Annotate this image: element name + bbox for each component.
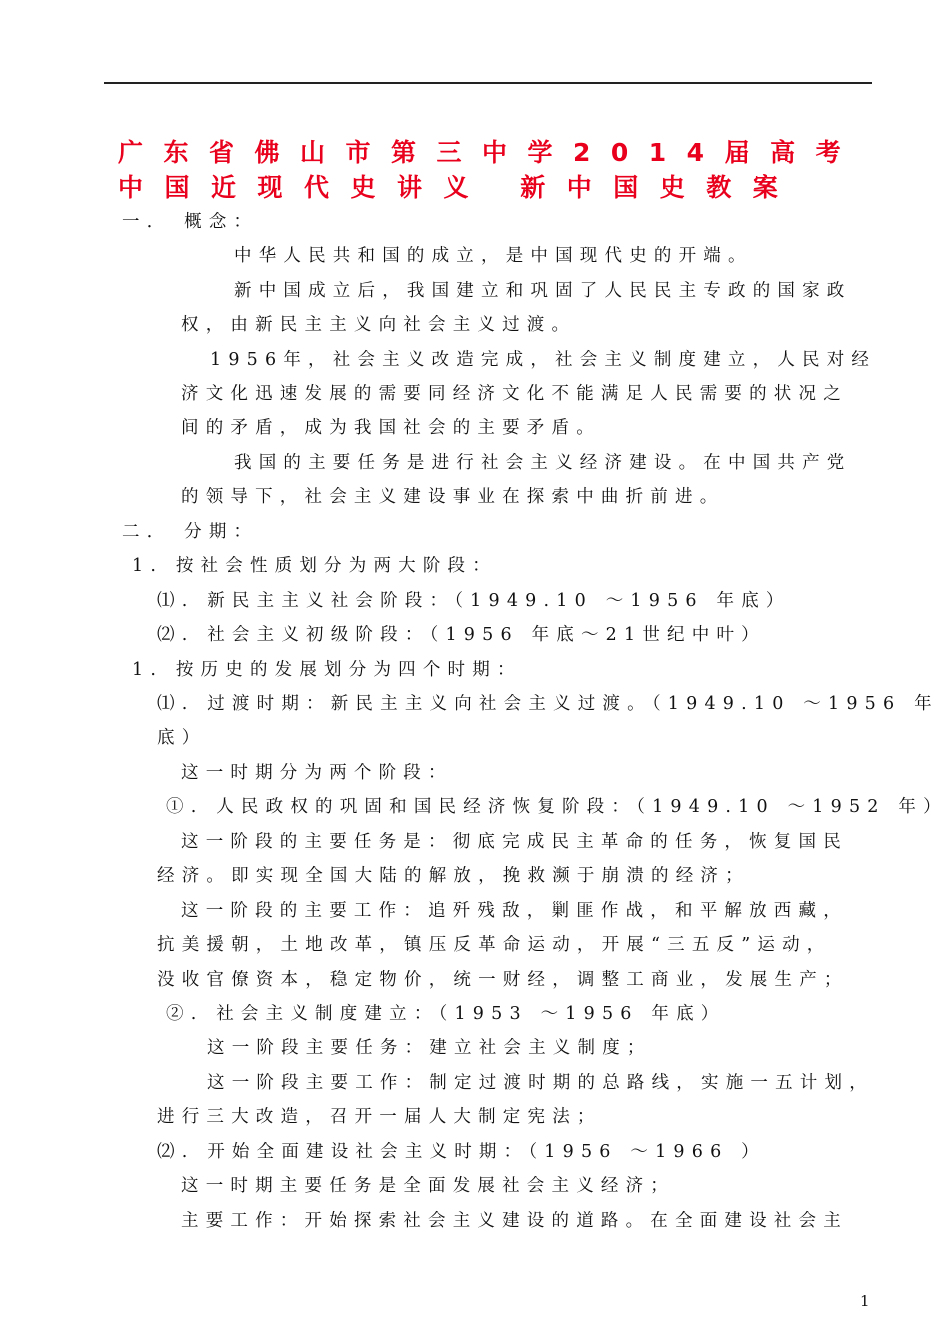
section-heading-periods: 二． 分期： xyxy=(122,522,259,542)
list-item: ①. 人民政权的巩固和国民经济恢复阶段：（1949.10 ～1952 年） xyxy=(166,797,948,817)
header-rule xyxy=(104,82,872,84)
paragraph-line: 主要工作：开始探索社会主义建设的道路。在全面建设社会主 xyxy=(181,1211,848,1231)
paragraph-line: 济文化迅速发展的需要同经济文化不能满足人民需要的状况之 xyxy=(181,384,848,404)
page-number: 1 xyxy=(860,1292,870,1310)
paragraph-line: 这一时期主要任务是全面发展社会主义经济； xyxy=(181,1176,675,1196)
paragraph-line: 没收官僚资本，稳定物价，统一财经，调整工商业，发展生产； xyxy=(157,970,849,990)
paragraph-line: 这一阶段主要任务：建立社会主义制度； xyxy=(207,1038,652,1058)
list-item: 1. 按社会性质划分为两大阶段： xyxy=(132,556,497,576)
list-item: ⑴. 新民主主义社会阶段：（1949.10 ～1956 年底） xyxy=(157,591,791,611)
paragraph-line: 间的矛盾，成为我国社会的主要矛盾。 xyxy=(181,418,601,438)
paragraph-line: 的领导下，社会主义建设事业在探索中曲折前进。 xyxy=(181,487,725,507)
paragraph-line: 抗美援朝，土地改革，镇压反革命运动，开展“三五反”运动， xyxy=(157,935,832,955)
paragraph-line: 我国的主要任务是进行社会主义经济建设。在中国共产党 xyxy=(234,453,852,473)
paragraph-line: 新中国成立后，我国建立和巩固了人民民主专政的国家政 xyxy=(234,281,852,301)
paragraph-line: 进行三大改造，召开一届人大制定宪法； xyxy=(157,1107,602,1127)
paragraph-line: 1956年，社会主义改造完成，社会主义制度建立，人民对经 xyxy=(210,350,877,370)
list-item: ⑵. 开始全面建设社会主义时期：（1956 ～1966 ） xyxy=(157,1142,766,1162)
list-item: 1. 按历史的发展划分为四个时期： xyxy=(132,660,522,680)
paragraph-line: 底） xyxy=(157,728,207,748)
document-title-line-2: 中国近现代史讲义 新中国史教案 xyxy=(118,173,800,202)
paragraph-line: 这一阶段主要工作：制定过渡时期的总路线，实施一五计划， xyxy=(207,1073,874,1093)
paragraph-line: 经济。即实现全国大陆的解放，挽救濒于崩溃的经济； xyxy=(157,866,750,886)
paragraph-line: 这一阶段的主要任务是：彻底完成民主革命的任务，恢复国民 xyxy=(181,832,848,852)
list-item: ⑵. 社会主义初级阶段：（1956 年底～21世纪中叶） xyxy=(157,625,766,645)
list-item: ②. 社会主义制度建立：（1953 ～1956 年底） xyxy=(166,1004,726,1024)
paragraph-line: 这一时期分为两个阶段： xyxy=(181,763,453,783)
paragraph-line: 这一阶段的主要工作：追歼残敌，剿匪作战，和平解放西藏， xyxy=(181,901,848,921)
section-heading-concept: 一． 概念： xyxy=(122,212,259,232)
paragraph-line: 中华人民共和国的成立，是中国现代史的开端。 xyxy=(234,246,753,266)
paragraph-line: 权，由新民主主义向社会主义过渡。 xyxy=(181,315,577,335)
list-item: ⑴. 过渡时期：新民主主义向社会主义过渡。（1949.10 ～1956 年 xyxy=(157,694,939,714)
document-title-line-1: 广东省佛山市第三中学2014届高考 xyxy=(118,138,862,167)
